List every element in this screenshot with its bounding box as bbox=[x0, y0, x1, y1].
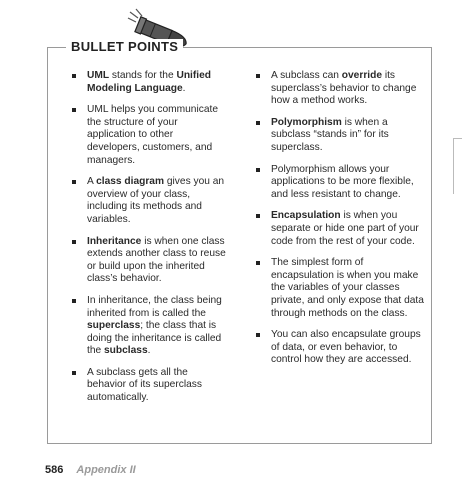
bullet-item bbox=[70, 176, 228, 226]
bullet-text: . bbox=[182, 82, 186, 94]
section-heading: BULLET POINTS bbox=[66, 39, 183, 54]
page-edge-mark bbox=[453, 138, 462, 194]
bullet-text: is when one class extends another class to reuse or build upon the inherited class’s behavior. bbox=[87, 235, 226, 285]
bullet-term: override bbox=[341, 70, 382, 81]
bullet-item bbox=[70, 295, 228, 358]
bullet-item bbox=[70, 104, 228, 167]
bullet-text: You can also encapsulate groups of data, or even behavior, to control how they are accessed. bbox=[271, 329, 421, 366]
bullet-text: . bbox=[147, 345, 151, 357]
bullet-text: is when you separate or hide one part of your code from the rest of your code. bbox=[271, 210, 419, 247]
page-number: 586 bbox=[45, 464, 64, 476]
bullet-item bbox=[254, 117, 424, 155]
appendix-label: Appendix II bbox=[76, 464, 136, 476]
bullet-term: Unified Modeling Language bbox=[87, 70, 211, 94]
bullet-text: In inheritance, the class being inherited from is called the bbox=[87, 294, 222, 319]
bullet-item bbox=[70, 367, 228, 405]
bullet-term: superclass bbox=[87, 320, 141, 332]
bullet-term: subclass bbox=[104, 345, 148, 357]
left-column bbox=[70, 70, 228, 414]
bullet-text: is when a subclass “stands in” for its superclass. bbox=[271, 116, 389, 153]
bullet-text: Polymorphism allows your applications to be more flexible, and less resistant to change. bbox=[271, 163, 414, 200]
bullet-item bbox=[254, 210, 424, 248]
bullet-text: The simplest form of encapsulation is when you make the variables of your classes private, and only expose that data through methods on the class. bbox=[271, 257, 424, 319]
bullet-term: class diagram bbox=[96, 176, 165, 188]
bullet-item bbox=[70, 236, 228, 286]
bullet-term: Polymorphism bbox=[271, 116, 342, 128]
bullet-text: ; the class that is doing the inheritance is called the bbox=[87, 320, 222, 357]
bullet-item bbox=[254, 70, 424, 108]
bullet-text: gives you an overview of your class, including its methods and variables. bbox=[87, 176, 225, 225]
bullet-text: A bbox=[87, 176, 97, 188]
page-footer bbox=[45, 464, 136, 476]
right-column bbox=[254, 70, 424, 376]
bullet-term: Encapsulation bbox=[271, 210, 341, 222]
bullet-text: UML helps you communicate the structure of your application to other developers, customers, and managers. bbox=[87, 104, 218, 166]
bullet-text: A subclass can bbox=[271, 70, 342, 81]
bullet-item bbox=[70, 70, 228, 95]
bullet-text: stands for the bbox=[109, 70, 177, 81]
bullet-item bbox=[254, 257, 424, 320]
bullet-term: UML bbox=[87, 70, 110, 81]
bullet-text: its superclass’s behavior to change how a method works. bbox=[271, 70, 417, 107]
bullet-text: A subclass gets all the behavior of its superclass automatically. bbox=[87, 366, 202, 404]
bullet-item bbox=[254, 164, 424, 202]
bullet-item bbox=[254, 329, 424, 367]
bullet-term: Inheritance bbox=[87, 235, 142, 247]
